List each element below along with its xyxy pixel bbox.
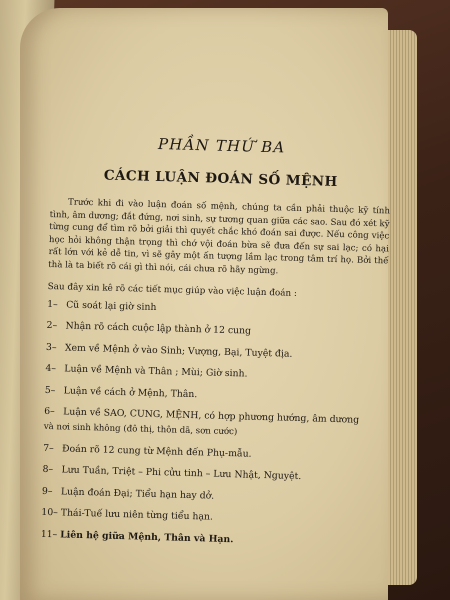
list-item: 6– Luận về SAO, CUNG, MỆNH, có hợp phương hướng, âm dương và nơi sinh không (đô thị, thôn dã, sơn cước) [44,406,385,442]
part-title: PHẦN THỨ BA [157,134,286,157]
list-item: 1– Cũ soát lại giờ sinh [47,298,157,313]
list-item: 11– Liên hệ giữa Mệnh, Thân và Hạn. [40,528,234,545]
list-item-continuation: và nơi sinh không (đô thị, thôn dã, sơn cước) [43,421,238,438]
list-lead: Sau đây xin kê rõ các tiết mục giúp vào việc luận đoán : [47,281,298,299]
list-item: 9– Luận đoán Đại; Tiểu hạn hay dở. [41,485,215,502]
list-item: 7– Đoán rõ 12 cung từ Mệnh đến Phụ-mẫu. [43,442,252,460]
chapter-title: CÁCH LUẬN ĐOÁN SỐ MỆNH [103,167,338,190]
list-item: 10– Thái-Tuế lưu niên từng tiểu hạn. [41,506,214,523]
list-item: 4– Luận về Mệnh và Thân ; Mùi; Giờ sinh. [45,362,248,380]
list-item: 3– Xem về Mệnh ở vào Sinh; Vượng, Bại, Tuyệt địa. [45,341,293,360]
intro-paragraph: Trước khi đi vào luận đoán số mệnh, chúng ta cần phải thuộc kỹ tính tình, âm dương; đắt đứng, nơi sinh, sự tương quan giữa các sao. Sau đó xét kỹ từng cung để tìm rõ bởi giải thì quyết chắc khó đoán sai được. Nếu công việc học hỏi không thận trọng thì chớ vội đoán bừa sẽ đưa đến sự sai lạc; có hại rất lớn với kẻ dễ tin, vì sẽ gây một ấn tượng lầm lạc trong tâm trí họ. Bởi thế thà là ta biết rõ cái gì thì nói, cái chưa rõ hãy ngừng. [48,197,391,277]
list-item: 5– Luận về cách ở Mệnh, Thân. [44,384,198,400]
list-item: 2– Nhận rõ cách cuộc lập thành ở 12 cung [46,319,252,337]
page-text-block [40,132,392,559]
book-page [20,8,391,600]
list-item: 8– Lưu Tuần, Triệt – Phi cửu tinh – Lưu Nhật, Nguyệt. [42,463,302,483]
